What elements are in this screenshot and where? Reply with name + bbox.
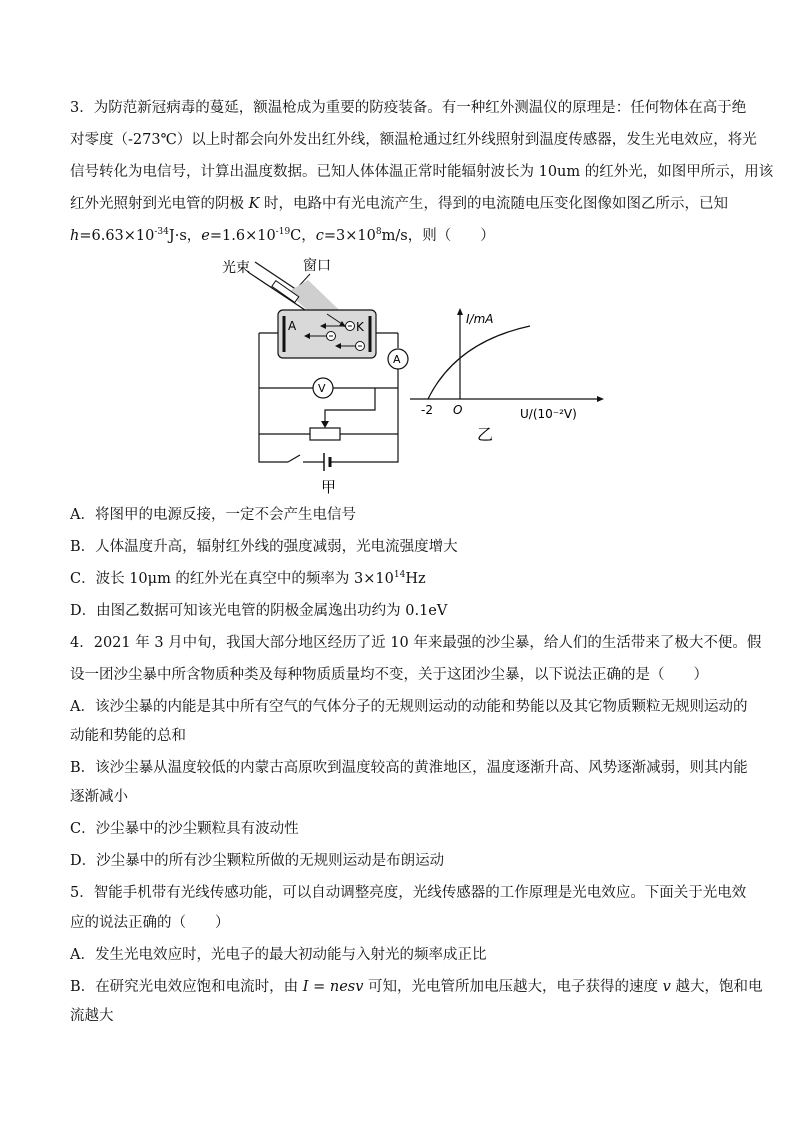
q4-option-b-cont: 逐渐减小 (70, 789, 128, 805)
q5-option-b-cont: 流越大 (70, 1008, 114, 1024)
q3-option-c: C．波长 10μm 的红外光在真空中的频率为 $3\times 10^{14}Hz$ (70, 570, 426, 587)
q3-option-b: B．人体温度升高，辐射红外线的强度减弱，光电流强度增大 (70, 539, 458, 555)
q3-stem-line-3: 信号转化为电信号，计算出温度数据。已知人体体温正常时能辐射波长为 10um 的红外光，如图甲所示，用该 (70, 164, 774, 180)
q3-stem-line-1: 3．为防范新冠病毒的蔓延，额温枪成为重要的防疫装备。有一种红外测温仪的原理是：任何物体在高于绝 (70, 100, 747, 116)
q3-figure (200, 250, 620, 495)
q5-option-a: A．发生光电效应时，光电子的最大初动能与入射光的频率成正比 (70, 947, 487, 963)
q4-stem-line-1: 4．2021 年 3 月中旬，我国大部分地区经历了近 10 年来最强的沙尘暴，给人们的生活带来了极大不便。假 (70, 635, 762, 651)
voltmeter-label: V (318, 382, 326, 395)
q3-option-d: D．由图乙数据可知该光电管的阴极金属逸出功约为 0.1eV (70, 603, 448, 619)
q5-stem-line-2: 应的说法正确的（ ） (70, 915, 230, 931)
q3-option-a: A．将图甲的电源反接，一定不会产生电信号 (70, 507, 356, 523)
q4-option-d: D．沙尘暴中的所有沙尘颗粒所做的无规则运动是布朗运动 (70, 853, 445, 869)
q3-stem-line-4: 红外光照射到光电管的阴极 K 时，电路中有光电流产生，得到的电流随电压变化图像如图乙所示，已知 (70, 196, 729, 212)
q4-option-a: A．该沙尘暴的内能是其中所有空气的气体分子的无规则运动的动能和势能以及其它物质颗粒无规则运动的 (70, 699, 748, 715)
q4-stem-line-2: 设一团沙尘暴中所含物质种类及每种物质质量均不变，关于这团沙尘暴，以下说法正确的是（ ） (70, 667, 708, 683)
current-voltage-curve (428, 326, 530, 399)
origin-label: O (453, 403, 463, 417)
ammeter-label: A (393, 353, 401, 366)
q3-constants-line: $h=6.63\times 10^{-34}J\cdot s$，$e=1.6\times 10^{-19}C$，$c=3\times 10^8m/s$，则（ ） (70, 227, 495, 244)
rheostat-slider (325, 388, 375, 424)
q5-stem-line-1: 5．智能手机带有光线传感功能，可以自动调整亮度，光线传感器的工作原理是光电效应。下面关于光电效 (70, 885, 747, 901)
beam-label: 光束 (222, 260, 250, 276)
q4-option-b: B．该沙尘暴从温度较低的内蒙古高原吹到温度较高的黄淮地区，温度逐渐升高、风势逐渐减弱，则其内能 (70, 760, 748, 776)
q3-stem-line-2: 对零度（-273℃）以上时都会向外发出红外线，额温枪通过红外线照射到温度传感器，发生光电效应，将光 (70, 132, 757, 148)
i-axis-label: I/mA (466, 312, 494, 326)
tick-neg2: -2 (421, 403, 433, 417)
q4-option-a-cont: 动能和势能的总和 (70, 728, 186, 744)
window-label: 窗口 (303, 258, 331, 274)
anode-label: A (288, 319, 297, 333)
q5-option-b: B．在研究光电效应饱和电流时，由 I = nesv 可知，光电管所加电压越大，电子获得的速度 v 越大，饱和电 (70, 979, 763, 995)
graph-caption: 乙 (477, 425, 494, 444)
q4-option-c: C．沙尘暴中的沙尘颗粒具有波动性 (70, 821, 299, 837)
switch (288, 455, 300, 462)
rheostat (310, 428, 340, 440)
u-axis-label: U/(10⁻²V) (520, 407, 577, 421)
cathode-label: K (356, 320, 364, 334)
circuit-caption: 甲 (321, 478, 337, 495)
